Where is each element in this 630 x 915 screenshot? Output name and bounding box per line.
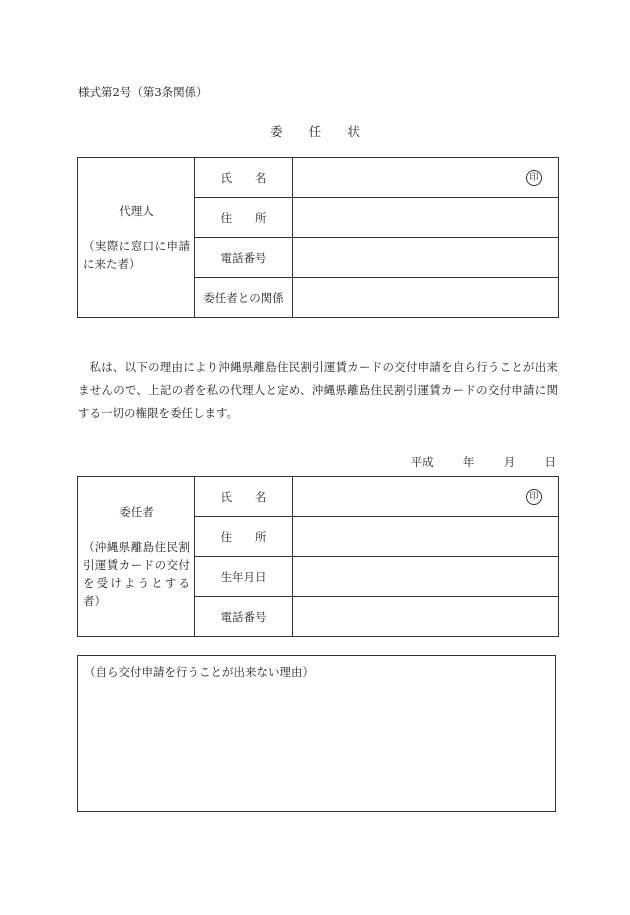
agent-name-label: 氏 名 <box>195 158 293 198</box>
date-era: 平成 <box>410 455 434 469</box>
agent-phone-field[interactable] <box>293 238 559 278</box>
principal-party-label: 委任者 <box>119 504 154 519</box>
date-month: 月 <box>503 455 516 469</box>
principal-address-label: 住 所 <box>195 517 293 557</box>
principal-phone-field[interactable] <box>293 597 559 637</box>
agent-party-cell <box>78 158 195 318</box>
delegation-statement: 私は、以下の理由により沖縄県離島住民割引運賃カードの交付申請を自ら行うことが出来ませんので、上記の者を私の代理人と定め、沖縄県離島住民割引運賃カードの交付申請に関する一切の権限を委任します。 <box>78 360 558 420</box>
agent-relationship-label: 委任者との関係 <box>195 278 293 318</box>
form-number: 様式第2号（第3条関係） <box>78 85 208 99</box>
agent-address-field[interactable] <box>293 198 559 238</box>
principal-address-field[interactable] <box>293 517 559 557</box>
document-title: 委 任 状 <box>269 124 367 139</box>
principal-name-field[interactable] <box>293 477 559 517</box>
agent-relationship-field[interactable] <box>293 278 559 318</box>
principal-name-label: 氏 名 <box>195 477 293 517</box>
seal-mark-icon: 印 <box>526 489 542 505</box>
principal-birthdate-field[interactable] <box>293 557 559 597</box>
agent-party-label: 代理人 <box>119 203 154 218</box>
agent-name-field[interactable] <box>293 158 559 198</box>
reason-label: （自ら交付申請を行うことが出来ない理由） <box>84 665 314 679</box>
agent-phone-label: 電話番号 <box>195 238 293 278</box>
date-day: 日 <box>544 455 556 469</box>
principal-party-cell <box>78 477 195 637</box>
principal-birthdate-label: 生年月日 <box>195 557 293 597</box>
date-year: 年 <box>462 455 475 469</box>
principal-party-note: （沖縄県離島住民割引運賃カードの交付を受けようとする者） <box>83 539 190 608</box>
agent-party-note: （実際に窓口に申請に来た者） <box>83 238 190 271</box>
agent-table <box>77 157 559 318</box>
reason-box[interactable] <box>77 655 556 812</box>
agent-address-label: 住 所 <box>195 198 293 238</box>
principal-table <box>77 476 559 637</box>
principal-phone-label: 電話番号 <box>195 597 293 637</box>
date-line <box>0 454 556 470</box>
seal-mark-icon: 印 <box>526 170 542 186</box>
